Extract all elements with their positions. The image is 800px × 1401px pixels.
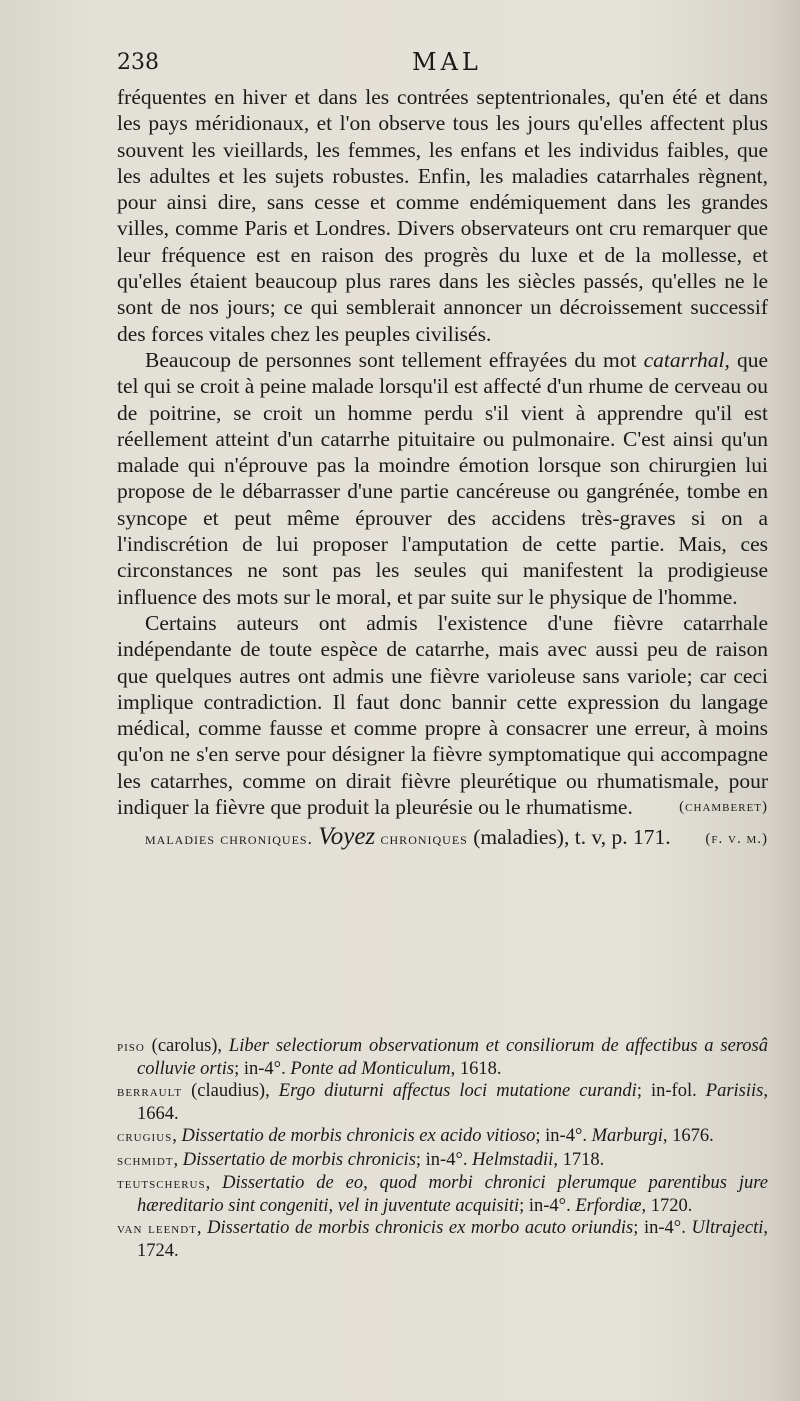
article-body xyxy=(117,84,768,853)
bib-title: Dissertatio de morbis chronicis ex acido vitioso xyxy=(181,1126,536,1146)
crossref-credit: (f. v. m.) xyxy=(705,831,768,848)
bib-author: schmidt xyxy=(117,1152,174,1169)
page-number: 238 xyxy=(117,50,159,75)
bib-author: van leendt xyxy=(117,1221,197,1237)
bib-year: , 1676. xyxy=(662,1126,714,1146)
paragraph-2-text-a: Beaucoup de personnes sont tellement effrayées du mot xyxy=(145,347,644,372)
crossref-voyez: Voyez xyxy=(318,823,376,851)
bib-place: Ponte ad Monticulum xyxy=(290,1058,451,1079)
bib-title: Dissertatio de morbis chronicis ex morbo acuto oriundis xyxy=(207,1218,634,1238)
author-credit: (chamberet) xyxy=(679,799,768,816)
bib-author-rest: , xyxy=(196,1218,208,1238)
bib-author-rest: , xyxy=(205,1173,223,1193)
bibliography-entry xyxy=(117,1126,768,1149)
crossref-rest: (maladies), t. v, p. 171. xyxy=(467,825,671,850)
bib-year: , 1724. xyxy=(137,1218,769,1261)
paragraph-3-text: Certains auteurs ont admis l'existence d'une fièvre catarrhale indépendante de toute espèce de catarrhe, mais avec aussi peu de raison que quelques autres ont admis une fièvre varioleuse sans variole; car ceci implique contradiction. Il faut donc bannir cette expression du langage médical, comme fausse et comme propre à consacrer une erreur, à moins qu'on ne s'en serve pour désigner la fièvre symptomatique qui accompagne les catarrhes, comme on dirait fièvre pleurétique ou rhumatismale, pour indiquer la fièvre que produit la pleurésie ou le rhumatisme. xyxy=(117,610,768,820)
paragraph-2-italic-term: catarrhal xyxy=(643,347,725,372)
bib-year: , 1720. xyxy=(641,1195,693,1216)
bib-author: berrault xyxy=(117,1084,183,1100)
bibliography-entry xyxy=(117,1081,768,1125)
running-head: MAL xyxy=(412,48,482,76)
paragraph-3 xyxy=(117,610,768,820)
bib-author-rest: (claudius), xyxy=(182,1081,279,1101)
bib-format: ; in-4°. xyxy=(234,1058,291,1079)
bibliography-entry xyxy=(117,1036,768,1080)
page-header xyxy=(117,46,767,80)
cross-reference xyxy=(117,824,768,852)
bibliography-entry xyxy=(117,1150,768,1173)
bibliography-entry xyxy=(117,1173,768,1217)
bib-place: Erfordiæ xyxy=(575,1195,642,1216)
bib-title: Dissertatio de morbis chronicis xyxy=(182,1149,416,1170)
bib-format: ; in-4°. xyxy=(633,1218,692,1238)
bib-title: Ergo diuturni affectus loci mutatione curandi xyxy=(278,1081,637,1101)
crossref-target: chroniques xyxy=(380,829,468,849)
bib-author-rest: (carolus), xyxy=(144,1036,229,1056)
bib-year: , 1618. xyxy=(450,1058,502,1079)
bib-place: Ultrajecti xyxy=(691,1218,764,1238)
crossref-term: maladies chroniques. xyxy=(145,829,313,849)
bib-place: Parisiis xyxy=(705,1081,764,1101)
bib-author: piso xyxy=(117,1039,145,1055)
bibliography xyxy=(117,1036,768,1263)
bib-format: ; in-4°. xyxy=(535,1126,592,1146)
bib-format: ; in-fol. xyxy=(636,1081,706,1101)
bib-format: ; in-4°. xyxy=(415,1149,473,1170)
bib-title: Liber selectiorum observationum et consiliorum de affectibus a serosâ colluvie ortis xyxy=(137,1036,769,1079)
paragraph-2 xyxy=(117,347,768,610)
bib-place: Helmstadii xyxy=(472,1149,554,1170)
bib-title: Dissertatio de eo, quod morbi chronici plerumque parentibus jure hæreditario sint congeniti, vel in juventute acquisiti xyxy=(137,1173,768,1216)
bib-author: teutscherus xyxy=(117,1176,206,1192)
bib-author-rest: , xyxy=(173,1149,183,1170)
bib-author: crugius xyxy=(117,1129,173,1145)
bib-format: ; in-4°. xyxy=(519,1195,576,1216)
bib-author-rest: , xyxy=(172,1126,182,1146)
paragraph-1: fréquentes en hiver et dans les contrées septentrionales, qu'en été et dans les pays méridionaux, et l'on observe tous les jours qu'elles affectent plus souvent les vieillards, les femmes, les enfans et les individus faibles, que les adultes et les sujets robustes. Enfin, les maladies catarrhales règnent, pour ainsi dire, sans cesse et comme endémiquement dans les grandes villes, comme Paris et Londres. Divers observateurs ont cru remarquer que leur fréquence est en raison des progrès du luxe et de la mollesse, et qu'elles étaient beaucoup plus rares dans les siècles passés, qu'elles ne le sont de nos jours; ce qui semblerait annoncer un décroissement successif des forces vitales chez les peuples civilisés. xyxy=(117,85,768,346)
bib-year: , 1718. xyxy=(553,1149,605,1170)
bibliography-entry xyxy=(117,1218,768,1262)
paragraph-2-text-b: , que tel qui se croit à peine malade lorsqu'il est affecté d'un rhume de cerveau ou de poitrine, se croit un homme perdu s'il vient à apprendre qu'il est réellement atteint d'un catarrhe pituitaire ou pulmonaire. C'est ainsi qu'un malade qui n'éprouve pas la moindre émotion lorsque son chirurgien lui propose de le débarrasser d'une partie cancéreuse ou gangrénée, tombe en syncope et peut même éprouver des accidens très-graves si on a l'indiscrétion de lui proposer l'amputation de cette partie. Mais, ces circonstances ne sont pas les seules qui manifestent la prodigieuse influence des mots sur le moral, et par suite sur le physique de l'homme. xyxy=(117,347,769,609)
bib-year: , 1664. xyxy=(137,1081,768,1124)
bib-place: Marburgi xyxy=(591,1126,663,1146)
